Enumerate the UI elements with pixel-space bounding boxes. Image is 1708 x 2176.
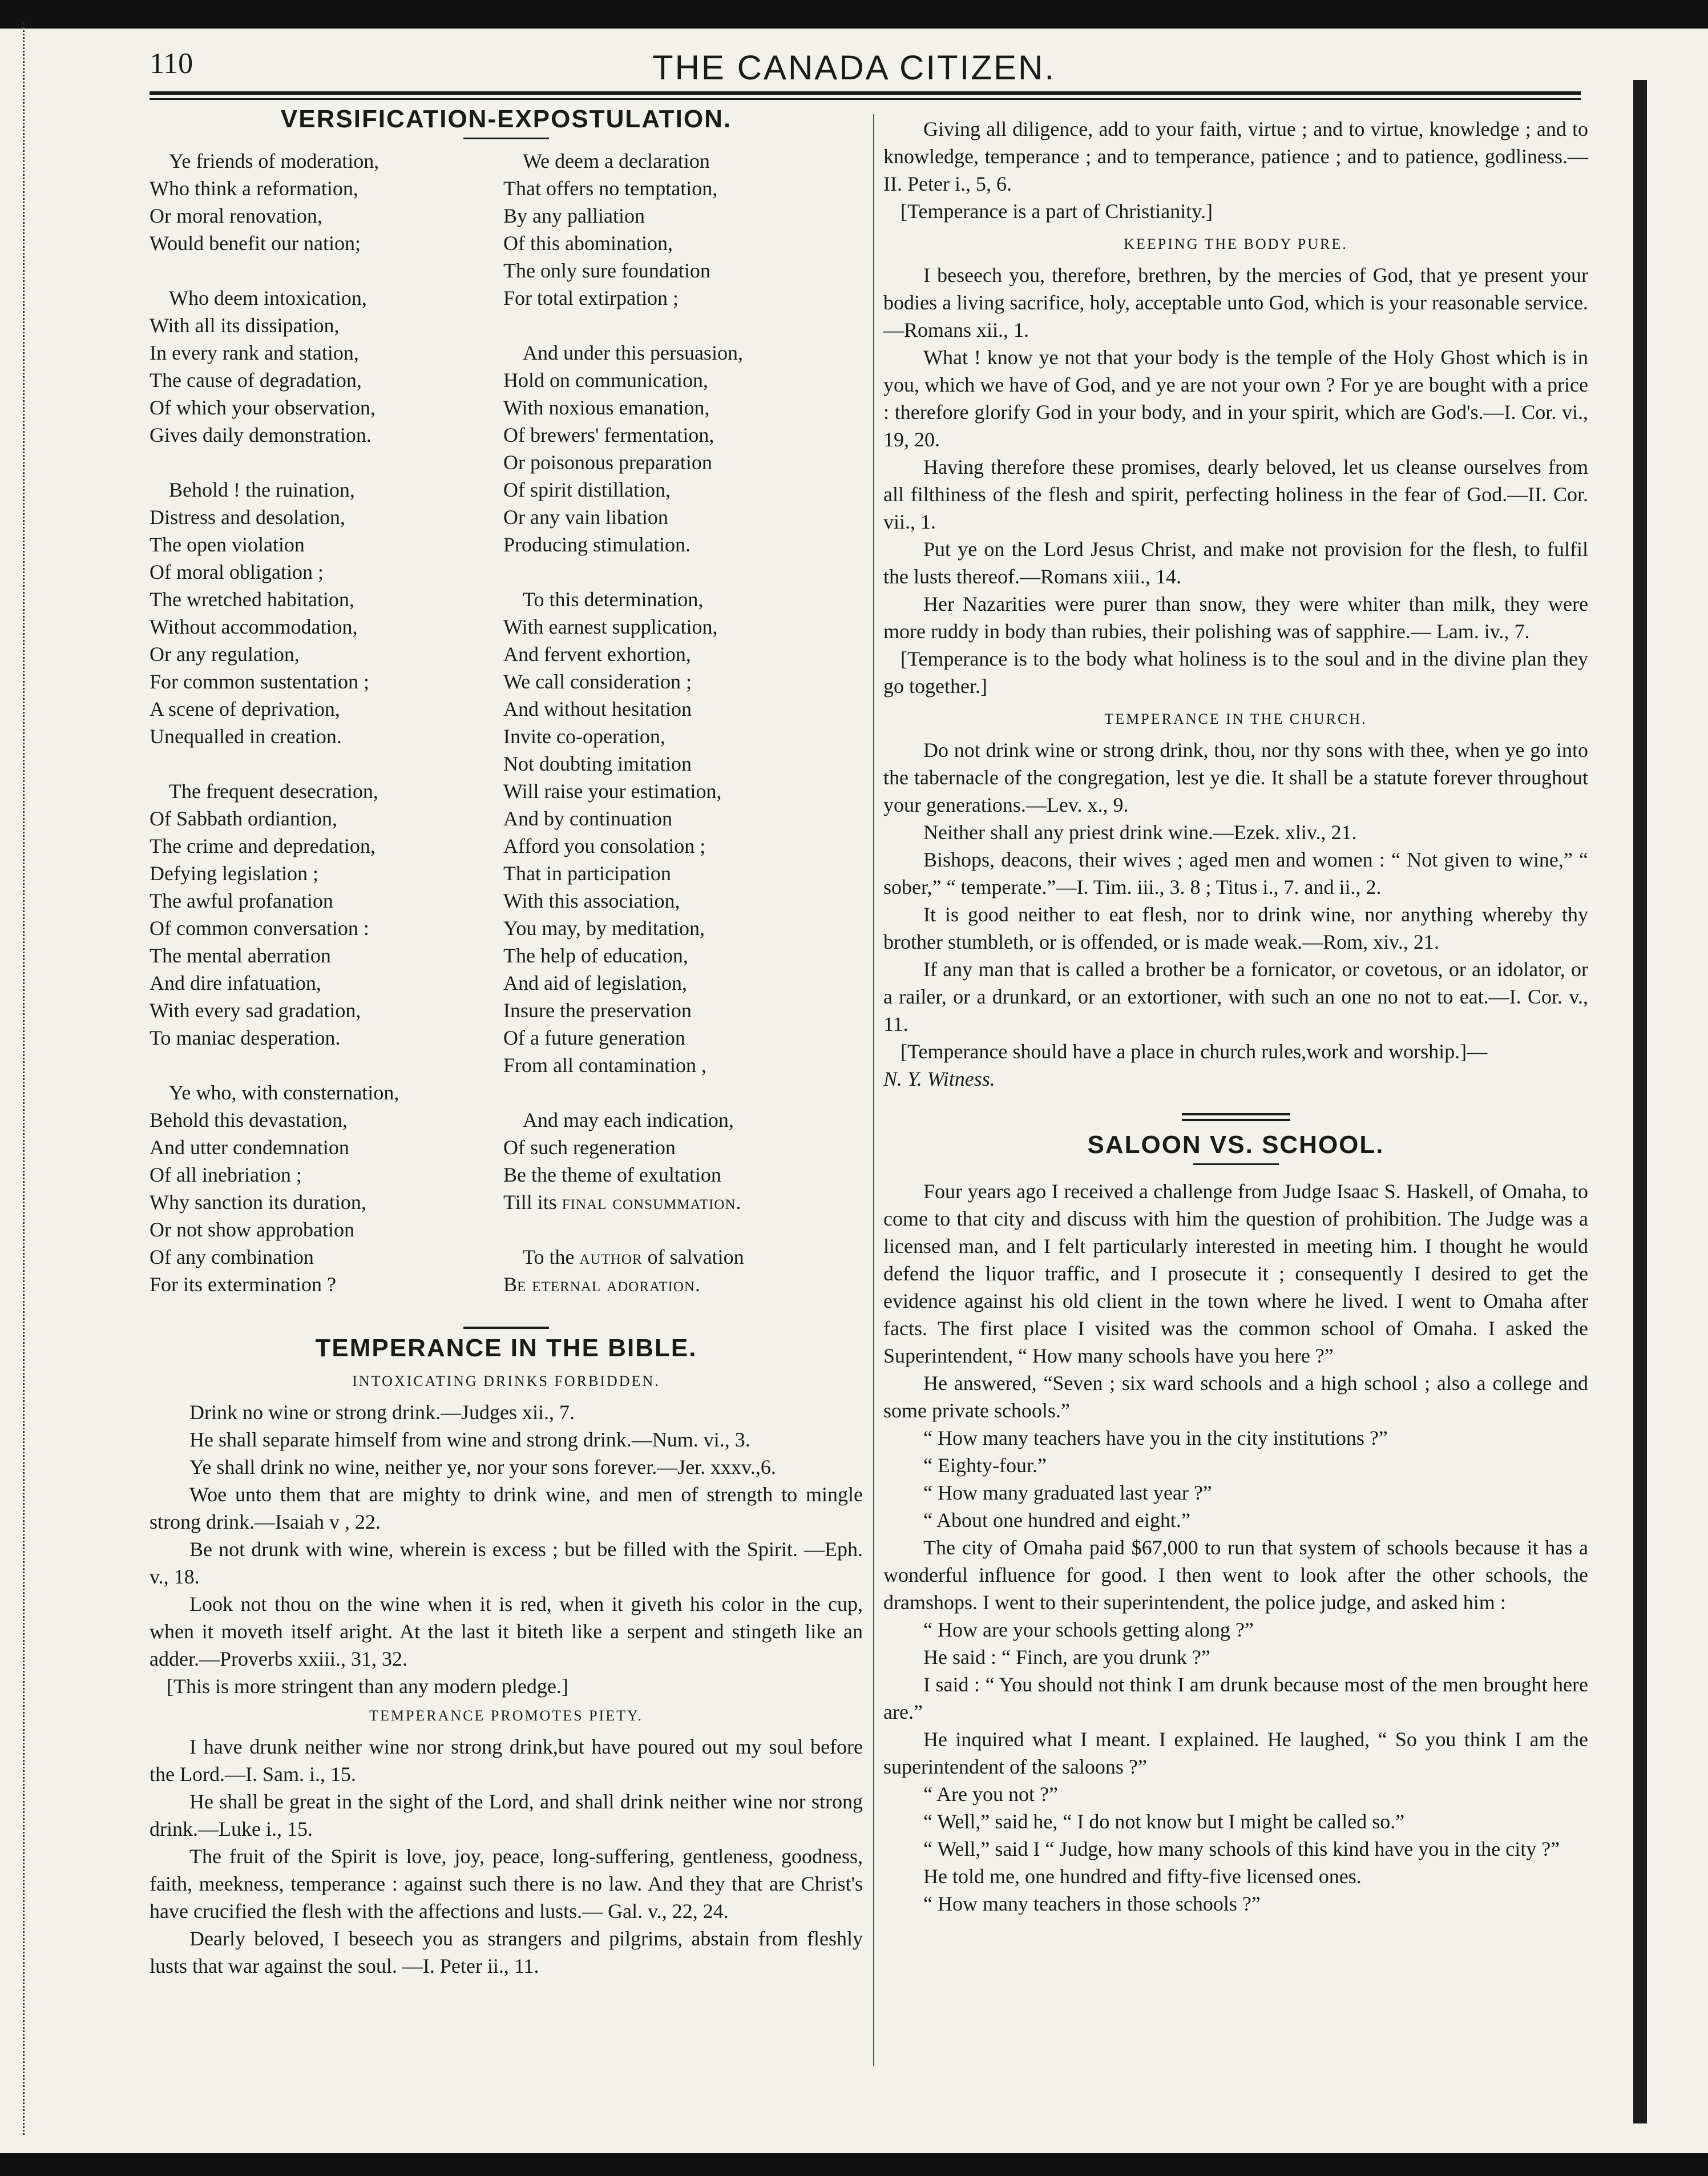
poem-line: And by continuation bbox=[503, 807, 672, 830]
bible-verse: Be not drunk with wine, wherein is excess ; but be filled with the Spirit. —Eph. v., 18. bbox=[150, 1538, 863, 1588]
poem-line: And utter condemnation bbox=[150, 1136, 349, 1159]
left-stanza bbox=[150, 1079, 399, 1298]
header-rule bbox=[150, 91, 1581, 95]
right-column bbox=[883, 115, 1588, 1917]
closing-line-2 bbox=[503, 1271, 744, 1298]
poem-line: And without hesitation bbox=[503, 698, 692, 720]
poem-line: Ye friends of moderation, bbox=[169, 150, 379, 172]
left-stanza bbox=[150, 147, 399, 257]
poem-line: Behold this devastation, bbox=[150, 1109, 348, 1131]
bible-verse: Look not thou on the wine when it is red, when it giveth his color in the cup, when it moveth itself aright. At the last it biteth like a serpent and stingeth like an adder.—Proverbs xxiii., 31, 32. bbox=[150, 1593, 863, 1670]
poem-line: Of which your observation, bbox=[150, 396, 375, 419]
saloon-title-rule bbox=[1193, 1163, 1279, 1165]
poem-line: Be the theme of exultation bbox=[503, 1163, 721, 1186]
poem-left-stanzas bbox=[150, 147, 399, 1325]
poem-line: You may, by meditation, bbox=[503, 917, 705, 940]
saloon-paragraphs bbox=[883, 1178, 1588, 1917]
poem-line: Unequalled in creation. bbox=[150, 725, 342, 748]
verse-paragraph: Giving all diligence, add to your faith, virtue ; and to virtue, knowledge ; and to knowledge, temperance ; and to temperance, patience ; and to patience, godliness.—II. Peter i., 5, 6. bbox=[883, 118, 1588, 195]
poem-line: In every rank and station, bbox=[150, 341, 359, 364]
poem-line: Of brewers' fermentation, bbox=[503, 424, 714, 446]
saloon-paragraph: He inquired what I meant. I explained. He laughed, “ So you think I am the superintendent of the saloons ?” bbox=[883, 1728, 1588, 1778]
poem-line: Behold ! the ruination, bbox=[169, 478, 355, 501]
title-rule bbox=[463, 138, 549, 139]
poem-line: Of such regeneration bbox=[503, 1136, 676, 1159]
bible-verse: Dearly beloved, I beseech you as strangers and pilgrims, abstain from fleshly lusts that war against the soul. —I. Peter ii., 11. bbox=[150, 1927, 863, 1977]
bible-verse: Woe unto them that are mighty to drink wine, and men of strength to mingle strong drink.—Isaiah v , 22. bbox=[150, 1483, 863, 1533]
poem-line: The frequent desecration, bbox=[169, 780, 378, 803]
subhead-body-pure: KEEPING THE BODY PURE. bbox=[1124, 236, 1348, 252]
saloon-paragraph: The city of Omaha paid $67,000 to run that system of schools because it has a wonderful influence for good. I then went to look after the other schools, the dramshops. I went to their superintendent, the police judge, and asked him : bbox=[883, 1536, 1588, 1614]
verse-paragraph: Having therefore these promises, dearly beloved, let us cleanse ourselves from all filthiness of the flesh and spirit, perfecting holiness in the fear of God.—II. Cor. vii., 1. bbox=[883, 456, 1588, 533]
poem-line: Not doubting imitation bbox=[503, 752, 692, 775]
poem-line: The awful profanation bbox=[150, 889, 333, 912]
saloon-paragraph: “ How many teachers in those schools ?” bbox=[923, 1892, 1261, 1915]
bible-paragraphs-2 bbox=[150, 1733, 863, 1980]
scan-border-bottom bbox=[0, 2153, 1708, 2176]
poem-title: VERSIFICATION-EXPOSTULATION. bbox=[280, 105, 732, 133]
verse-paragraph: It is good neither to eat flesh, nor to drink wine, nor anything whereby thy brother stumbleth, or is offended, or is made weak.—Rom, xiv., 21. bbox=[883, 903, 1588, 953]
subhead-piety: TEMPERANCE PROMOTES PIETY. bbox=[369, 1707, 643, 1724]
page-number: 110 bbox=[150, 47, 193, 80]
poem-line: For its extermination ? bbox=[150, 1273, 336, 1296]
poem-line: Of this abomination, bbox=[503, 232, 673, 255]
poem-line: And dire infatuation, bbox=[150, 972, 321, 994]
poem-line: We deem a declaration bbox=[523, 150, 710, 172]
poem-line: Gives daily demonstration. bbox=[150, 424, 372, 446]
bible-verse: He shall be great in the sight of the Lord, and shall drink neither wine nor strong drink.—Luke i., 15. bbox=[150, 1790, 863, 1840]
poem-line: Distress and desolation, bbox=[150, 506, 345, 529]
final-line-caps: final consummation. bbox=[562, 1191, 742, 1214]
bible-verse: I have drunk neither wine nor strong drink,but have poured out my soul before the Lord.—I. Sam. i., 15. bbox=[150, 1735, 863, 1786]
poem-line: The help of education, bbox=[503, 944, 688, 967]
church-note-source: N. Y. Witness. bbox=[883, 1067, 995, 1090]
poem-line: By any palliation bbox=[503, 204, 645, 227]
poem-line: For common sustentation ; bbox=[150, 670, 369, 693]
scan-border-left bbox=[23, 23, 28, 2135]
publication-title: THE CANADA CITIZEN. bbox=[652, 49, 1056, 87]
closing-first: B bbox=[503, 1273, 518, 1296]
poem-line: Or moral renovation, bbox=[150, 204, 322, 227]
verse-paragraph: Neither shall any priest drink wine.—Ezek. xliv., 21. bbox=[923, 821, 1357, 844]
poem-line: Why sanction its duration, bbox=[150, 1191, 366, 1214]
verse-paragraph: [Temperance is to the body what holiness is to the soul and in the divine plan they go together.] bbox=[883, 647, 1588, 698]
verse-paragraph: Her Nazarities were purer than snow, they were whiter than milk, they were more ruddy in body than rubies, their polishing was of sapphire.— Lam. iv., 7. bbox=[883, 593, 1588, 643]
poem-line: Of Sabbath ordiantion, bbox=[150, 807, 337, 830]
bible-verse: The fruit of the Spirit is love, joy, peace, long-suffering, gentleness, goodness, faith, meekness, temperance : against such there is no law. And they that are Christ's have crucified the flesh with the affections and lusts.— Gal. v., 22, 24. bbox=[150, 1845, 863, 1923]
poem-line: Who deem intoxication, bbox=[169, 287, 367, 309]
poem bbox=[150, 147, 863, 1335]
closing-prefix: To the bbox=[523, 1246, 580, 1268]
verse-paragraph: What ! know ye not that your body is the temple of the Holy Ghost which is in you, which we have of God, and ye are not your own ? For ye are bought with a price : therefore glorify God in your body, and in your spirit, which are God's.—I. Cor. vi., 19, 20. bbox=[883, 346, 1588, 451]
poem-line: Who think a reformation, bbox=[150, 177, 358, 200]
closing-line-1 bbox=[503, 1243, 744, 1271]
poem-line: And fervent exhortion, bbox=[503, 643, 691, 666]
closing-mid: of salvation bbox=[642, 1246, 744, 1268]
saloon-paragraph: He answered, “Seven ; six ward schools and a high school ; also a college and some private schools.” bbox=[883, 1372, 1588, 1422]
poem-line: Of common conversation : bbox=[150, 917, 369, 940]
poem-line: Invite co-operation, bbox=[503, 725, 665, 748]
saloon-paragraph: I said : “ You should not think I am drunk because most of the men brought here are.” bbox=[883, 1673, 1588, 1723]
verse-paragraph: [Temperance is a part of Christianity.] bbox=[901, 200, 1213, 223]
poem-line: Or not show approbation bbox=[150, 1218, 354, 1241]
poem-line: The wretched habitation, bbox=[150, 588, 354, 611]
poem-line: With every sad gradation, bbox=[150, 999, 361, 1022]
poem-line: And aid of legislation, bbox=[503, 972, 687, 994]
right-stanza bbox=[503, 1106, 744, 1216]
saloon-paragraph: “ Eighty-four.” bbox=[923, 1454, 1047, 1477]
saloon-paragraph: He told me, one hundred and fifty-five licensed ones. bbox=[923, 1865, 1362, 1888]
saloon-paragraph: “ How many graduated last year ?” bbox=[923, 1481, 1212, 1504]
left-stanza bbox=[150, 777, 399, 1051]
verse-paragraph: I beseech you, therefore, brethren, by the mercies of God, that ye present your bodies a living sacrifice, holy, acceptable unto God, which is your reasonable service.—Romans xii., 1. bbox=[883, 264, 1588, 341]
right-stanza bbox=[503, 147, 744, 312]
poem-line: The mental aberration bbox=[150, 944, 331, 967]
header-rule-thin bbox=[150, 98, 1581, 100]
temperance-bible-title: TEMPERANCE IN THE BIBLE. bbox=[315, 1334, 697, 1362]
paragraphs-top bbox=[883, 115, 1588, 225]
poem-line: Of a future generation bbox=[503, 1026, 685, 1049]
left-stanza bbox=[150, 284, 399, 449]
poem-line: And under this persuasion, bbox=[523, 341, 743, 364]
saloon-title: SALOON VS. SCHOOL. bbox=[1087, 1131, 1384, 1159]
poem-line: Will raise your estimation, bbox=[503, 780, 722, 803]
scan-border-right bbox=[1633, 80, 1647, 2123]
poem-line: The only sure foundation bbox=[503, 259, 710, 282]
poem-line: With noxious emanation, bbox=[503, 396, 710, 419]
subhead-intoxicating: INTOXICATING DRINKS FORBIDDEN. bbox=[352, 1373, 660, 1389]
bible-verse: He shall separate himself from wine and strong drink.—Num. vi., 3. bbox=[189, 1428, 750, 1451]
right-stanza bbox=[503, 339, 744, 558]
poem-line: With all its dissipation, bbox=[150, 314, 340, 337]
poem-line: Of any combination bbox=[150, 1246, 314, 1268]
poem-line: Of spirit distillation, bbox=[503, 478, 671, 501]
poem-line: Producing stimulation. bbox=[503, 533, 691, 556]
final-line-prefix: Till its bbox=[503, 1191, 562, 1214]
poem-line: That offers no temptation, bbox=[503, 177, 718, 200]
poem-line: For total extirpation ; bbox=[503, 287, 679, 309]
right-stanza bbox=[503, 586, 744, 1079]
poem-line: To this determination, bbox=[523, 588, 704, 611]
closing-author: author bbox=[579, 1246, 643, 1268]
poem-final-line bbox=[503, 1188, 744, 1216]
saloon-paragraph: “ Well,” said he, “ I do not know but I might be called so.” bbox=[923, 1810, 1405, 1833]
poem-line: Insure the preservation bbox=[503, 999, 692, 1022]
poem-line: From all contamination , bbox=[503, 1054, 706, 1077]
poem-line: The cause of degradation, bbox=[150, 369, 362, 392]
verse-paragraph: Put ye on the Lord Jesus Christ, and make not provision for the flesh, to fulfil the lusts thereof.—Romans xiii., 14. bbox=[883, 538, 1588, 588]
bible-paragraphs-1 bbox=[150, 1399, 863, 1700]
poem-line: Defying legislation ; bbox=[150, 862, 318, 885]
poem-line: Hold on communication, bbox=[503, 369, 708, 392]
poem-line: With earnest supplication, bbox=[503, 615, 718, 638]
poem-line: Or poisonous preparation bbox=[503, 451, 712, 474]
poem-line: The crime and depredation, bbox=[150, 835, 375, 857]
saloon-paragraph: “ How are your schools getting along ?” bbox=[923, 1618, 1254, 1641]
poem-line: Of moral obligation ; bbox=[150, 561, 324, 583]
paragraphs-body bbox=[883, 261, 1588, 700]
poem-closing bbox=[503, 1243, 744, 1298]
closing-caps: e eternal adoration. bbox=[517, 1273, 701, 1296]
poem-line: And may each indication, bbox=[523, 1109, 734, 1131]
poem-line: Without accommodation, bbox=[150, 615, 358, 638]
poem-line: Would benefit our nation; bbox=[150, 232, 361, 255]
poem-line: With this association, bbox=[503, 889, 680, 912]
poem-line: Or any regulation, bbox=[150, 643, 300, 666]
saloon-paragraph: “ Well,” said I “ Judge, how many schools of this kind have you in the city ?” bbox=[923, 1837, 1560, 1860]
poem-line: Of all inebriation ; bbox=[150, 1163, 302, 1186]
saloon-paragraph: Four years ago I received a challenge from Judge Isaac S. Haskell, of Omaha, to come to that city and discuss with him the question of prohibition. The Judge was a licensed man, and I felt particularly interested in meeting him. I thought he would defend the liquor traffic, and I prosecute it ; consequently I desired to get the evidence against his old client in the town where he lived. I went to Omaha after facts. The first place I visited was the common school of Omaha. I asked the Superintendent, “ How many schools have you here ?” bbox=[883, 1180, 1588, 1367]
poem-line: Ye who, with consternation, bbox=[169, 1081, 399, 1104]
poem-line: Or any vain libation bbox=[503, 506, 668, 529]
poem-line: A scene of deprivation, bbox=[150, 698, 340, 720]
saloon-paragraph: “ How many teachers have you in the city institutions ?” bbox=[923, 1427, 1388, 1449]
saloon-paragraph: “ About one hundred and eight.” bbox=[923, 1509, 1190, 1532]
poem-right-stanzas bbox=[503, 147, 744, 1298]
column-divider bbox=[873, 114, 874, 2066]
bible-verse: [This is more stringent than any modern pledge.] bbox=[167, 1675, 568, 1698]
verse-paragraph: If any man that is called a brother be a fornicator, or covetous, or an idolator, or a railer, or a drunkard, or an extortioner, with such an one no not to eat.—I. Cor. v., 11. bbox=[883, 958, 1588, 1035]
poem-line: Afford you consolation ; bbox=[503, 835, 706, 857]
poem-line: To maniac desperation. bbox=[150, 1026, 341, 1049]
subhead-church: TEMPERANCE IN THE CHURCH. bbox=[1104, 711, 1367, 727]
poem-line: The open violation bbox=[150, 533, 305, 556]
scan-border-top bbox=[0, 0, 1708, 29]
poem-line: We call consideration ; bbox=[503, 670, 692, 693]
verse-paragraph: Do not drink wine or strong drink, thou, nor thy sons with thee, when ye go into the tabernacle of the congregation, lest ye die. It shall be a statute forever throughout your generations.—Lev. x., 9. bbox=[883, 739, 1588, 816]
left-column bbox=[150, 106, 863, 1980]
poem-line: That in participation bbox=[503, 862, 671, 885]
saloon-rule bbox=[1182, 1113, 1290, 1121]
paragraphs-church bbox=[883, 736, 1588, 1038]
church-note-text: [Temperance should have a place in church rules,work and worship.]— bbox=[901, 1040, 1488, 1063]
saloon-paragraph: He said : “ Finch, are you drunk ?” bbox=[923, 1646, 1210, 1669]
bible-verse: Ye shall drink no wine, neither ye, nor your sons forever.—Jer. xxxv.,6. bbox=[189, 1456, 776, 1478]
bible-verse: Drink no wine or strong drink.—Judges xii., 7. bbox=[189, 1401, 575, 1424]
verse-paragraph: Bishops, deacons, their wives ; aged men and women : “ Not given to wine,” “ sober,” “ temperate.”—I. Tim. iii., 3. 8 ; Titus i., 7. and ii., 2. bbox=[883, 848, 1588, 898]
left-stanza bbox=[150, 476, 399, 750]
church-note bbox=[883, 1038, 1588, 1093]
saloon-paragraph: “ Are you not ?” bbox=[923, 1783, 1058, 1806]
